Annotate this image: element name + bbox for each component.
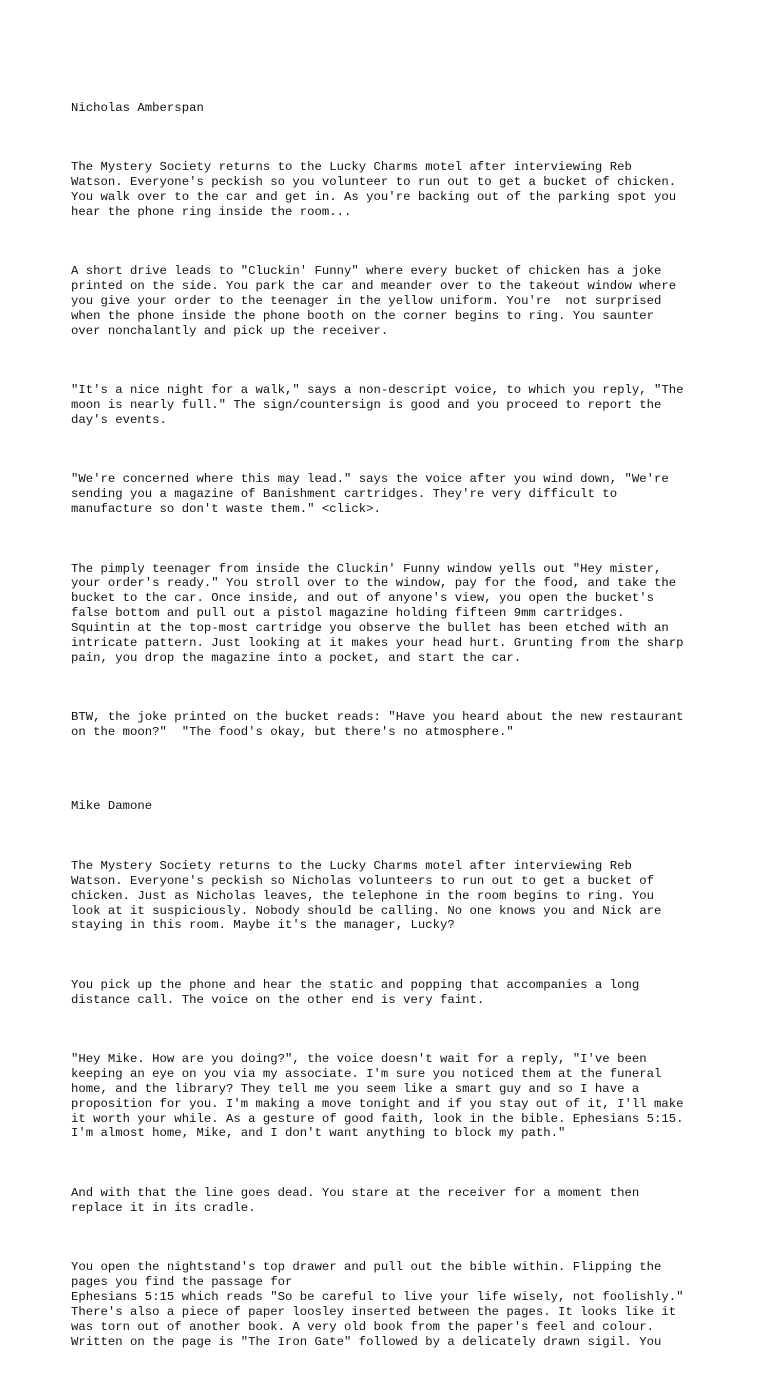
paragraph: A short drive leads to "Cluckin' Funny" where every bucket of chicken has a joke printed on the side. You park the car and meander over to the takeout window where you give your order to the teenager in the yellow uniform. You're not surprised when the phone inside the phone booth on the corner begins to ring. You saunter over nonchalantly and pick up the receiver. xyxy=(71,264,677,338)
paragraph: The Mystery Society returns to the Lucky Charms motel after interviewing Reb Watson. Everyone's peckish so you volunteer to run out to get a bucket of chicken. You walk over to the car and get in. As you're backing out of the parking spot you hear the phone ring inside the room... xyxy=(71,160,677,219)
paragraph: You pick up the phone and hear the static and popping that accompanies a long distance call. The voice on the other end is very faint. xyxy=(71,977,640,1007)
paragraph: The Mystery Society returns to the Lucky Charms motel after interviewing Reb Watson. Everyone's peckish so Nicholas volunteers to run out to get a bucket of chicken. Just as Nicholas leaves, the telephone in the room begins to ring. You look at it suspiciously. Nobody should be calling. No one knows you and Nick are staying in this room. Maybe it's the manager, Lucky? xyxy=(71,858,662,933)
paragraph: "It's a nice night for a walk," says a non-descript voice, to which you reply, "The moon is nearly full." The sign/countersign is good and you proceed to report the day's events. xyxy=(71,383,684,427)
section-heading-mike: Mike Damone xyxy=(71,799,153,814)
paragraph: "We're concerned where this may lead." says the voice after you wind down, "We're sending you a magazine of Banishment cartridges. They're very difficult to manufacture so don't waste them." <click>. xyxy=(71,472,669,517)
paragraph: And with that the line goes dead. You stare at the receiver for a moment then replace it in its cradle. xyxy=(71,1186,640,1215)
paragraph: BTW, the joke printed on the bucket reads: "Have you heard about the new restaurant on the moon?" "The food's okay, but there's no atmosphere." xyxy=(71,710,684,740)
paragraph: "Hey Mike. How are you doing?", the voice doesn't wait for a reply, "I've been keeping an eye on you via my associate. I'm sure you noticed them at the funeral home, and the library? They tell me you seem like a smart guy and so I have a proposition for you. I'm making a move tonight and if you stay out of it, I'll make it worth your while. As a gesture of good faith, look in the bible. Ephesians 5:15. I'm almost home, Mike, and I don't want anything to block my path." xyxy=(71,1052,684,1141)
document-page xyxy=(71,71,711,1379)
paragraph: The pimply teenager from inside the Cluckin' Funny window yells out "Hey mister, your order's ready." You stroll over to the window, pay for the food, and take the bucket to the car. Once inside, and out of anyone's view, you open the bucket's false bottom and pull out a pistol magazine holding fifteen 9mm cartridges. Squintin at the top-most cartridge you observe the bullet has been etched with an intricate pattern. Just looking at it makes your head hurt. Grunting from the sharp pain, you drop the magazine into a pocket, and start the car. xyxy=(71,561,684,665)
section-heading-nicholas: Nicholas Amberspan xyxy=(71,100,204,115)
paragraph: You open the nightstand's top drawer and pull out the bible within. Flipping the pages you find the passage for Ephesians 5:15 which reads "So be careful to live your life wisely, not foolishly." There's also a piece of paper loosley inserted between the pages. It looks like it was torn out of another book. A very old book from the paper's feel and colour. Written on the page is "The Iron Gate" followed by a delicately drawn sigil. You xyxy=(71,1260,684,1349)
